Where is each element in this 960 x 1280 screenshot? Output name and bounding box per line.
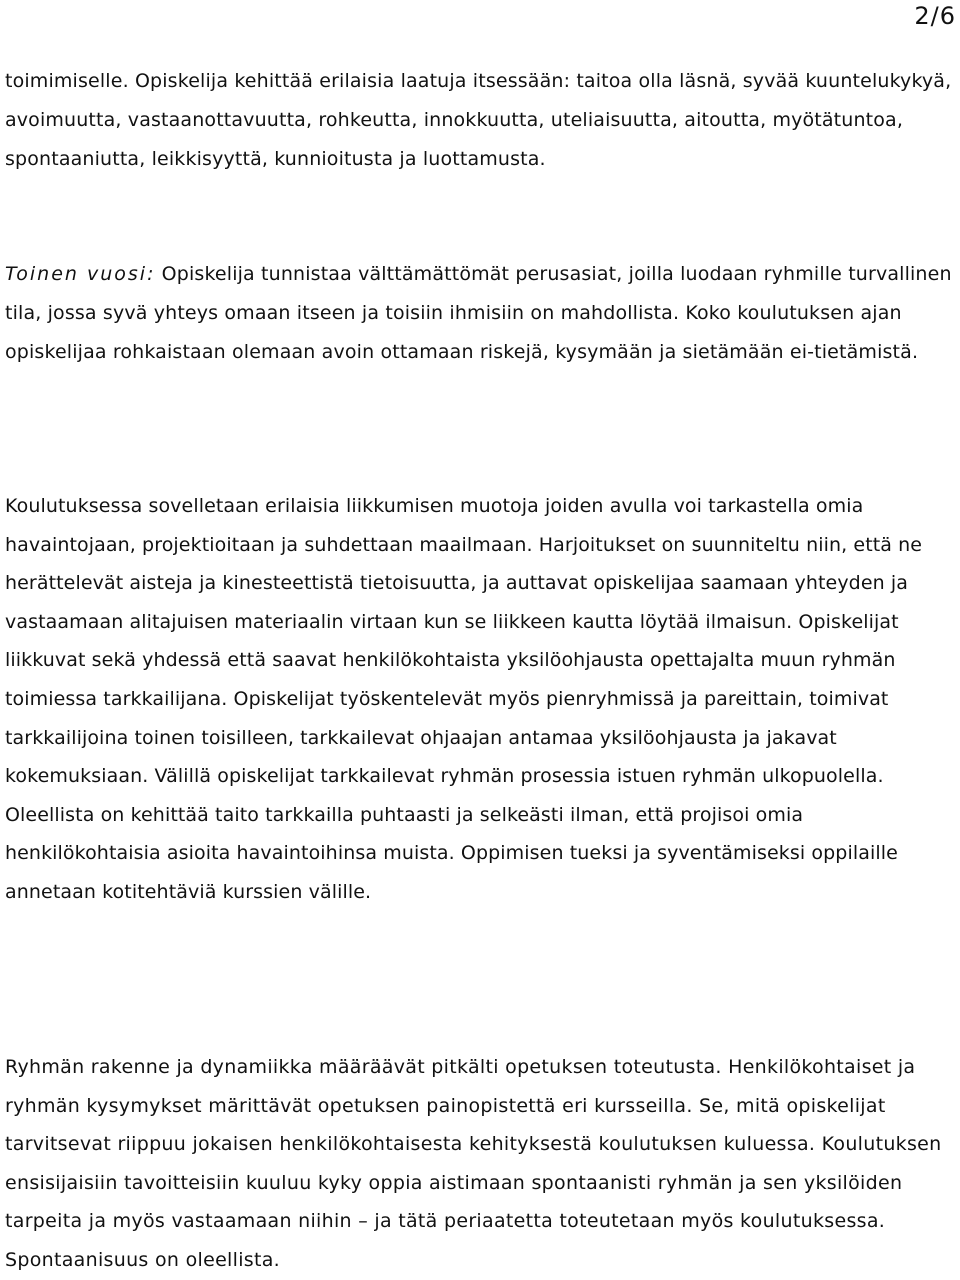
second-year-body: Opiskelija tunnistaa välttämättömät perusasiat, joilla luodaan ryhmille turvallinen tila, jossa syvä yhteys omaan itseen ja toisiin ihmisiin on mahdollista. Koko koulutuksen ajan opiskelijaa rohkaistaan olemaan avoin ottamaan riskejä, kysymään ja sietämään ei-tietämistä.	[5, 263, 952, 363]
paragraph-movement-methods: Koulutuksessa sovelletaan erilaisia liikkumisen muotoja joiden avulla voi tarkastella omia havaintojaan, projektioitaan ja suhdettaan maailmaan. Harjoitukset on suunniteltu niin, että ne herättelevät aisteja ja kinesteettistä tietoisuutta, ja auttavat opiskelijaa saamaan yhteyden ja vastaamaan alitajuisen materiaalin virtaan kun se liikkeen kautta löytää ilmaisun. Opiskelijat liikkuvat sekä yhdessä että saavat henkilökohtaista yksilöohjausta opettajalta muun ryhmän toimiessa tarkkailijana. Opiskelijat työskentelevät myös pienryhmissä ja pareittain, toimivat tarkkailijoina toinen toisilleen, tarkkailevat ohjaajan antamaa yksilöohjausta ja jakavat kokemuksiaan. Välillä opiskelijat tarkkailevat ryhmän prosessia istuen ryhmän ulkopuolella. Oleellista on kehittää taito tarkkailla puhtaasti ja selkeästi ilman, että projisoi omia henkilökohtaisia asioita havaintoihinsa muista. Oppimisen tueksi ja syventämiseksi oppilaille annetaan kotitehtäviä kurssien välille.	[5, 495, 923, 903]
paragraph-group-dynamics: Ryhmän rakenne ja dynamiikka määräävät pitkälti opetuksen toteutusta. Henkilökohtaiset ja ryhmän kysymykset märittävät opetuksen painopistettä eri kursseilla. Se, mitä opiskelijat tarvitsevat riippuu jokaisen henkilökohtaisesta kehityksestä koulutuksen kuluessa. Koulutuksen ensisijaisiin tavoitteisiin kuuluu kyky oppia aistimaan spontaanisti ryhmän ja sen yksilöiden tarpeita ja myös vastaamaan niihin – ja tätä periaatetta toteutetaan myös koulutuksessa. Spontaanisuus on oleellista.	[5, 1056, 942, 1271]
page-number: 2/6	[914, 2, 956, 30]
second-year-heading: Toinen vuosi:	[5, 263, 156, 285]
paragraph-second-year	[5, 255, 955, 372]
paragraph-skills: toimimiselle. Opiskelija kehittää erilaisia laatuja itsessään: taitoa olla läsnä, syvää kuuntelukykyä, avoimuutta, vastaanottavuutta, rohkeutta, innokkuutta, uteliaisuutta, aitoutta, myötätuntoa, spontaaniutta, leikkisyyttä, kunnioitusta ja luottamusta.	[5, 70, 952, 170]
